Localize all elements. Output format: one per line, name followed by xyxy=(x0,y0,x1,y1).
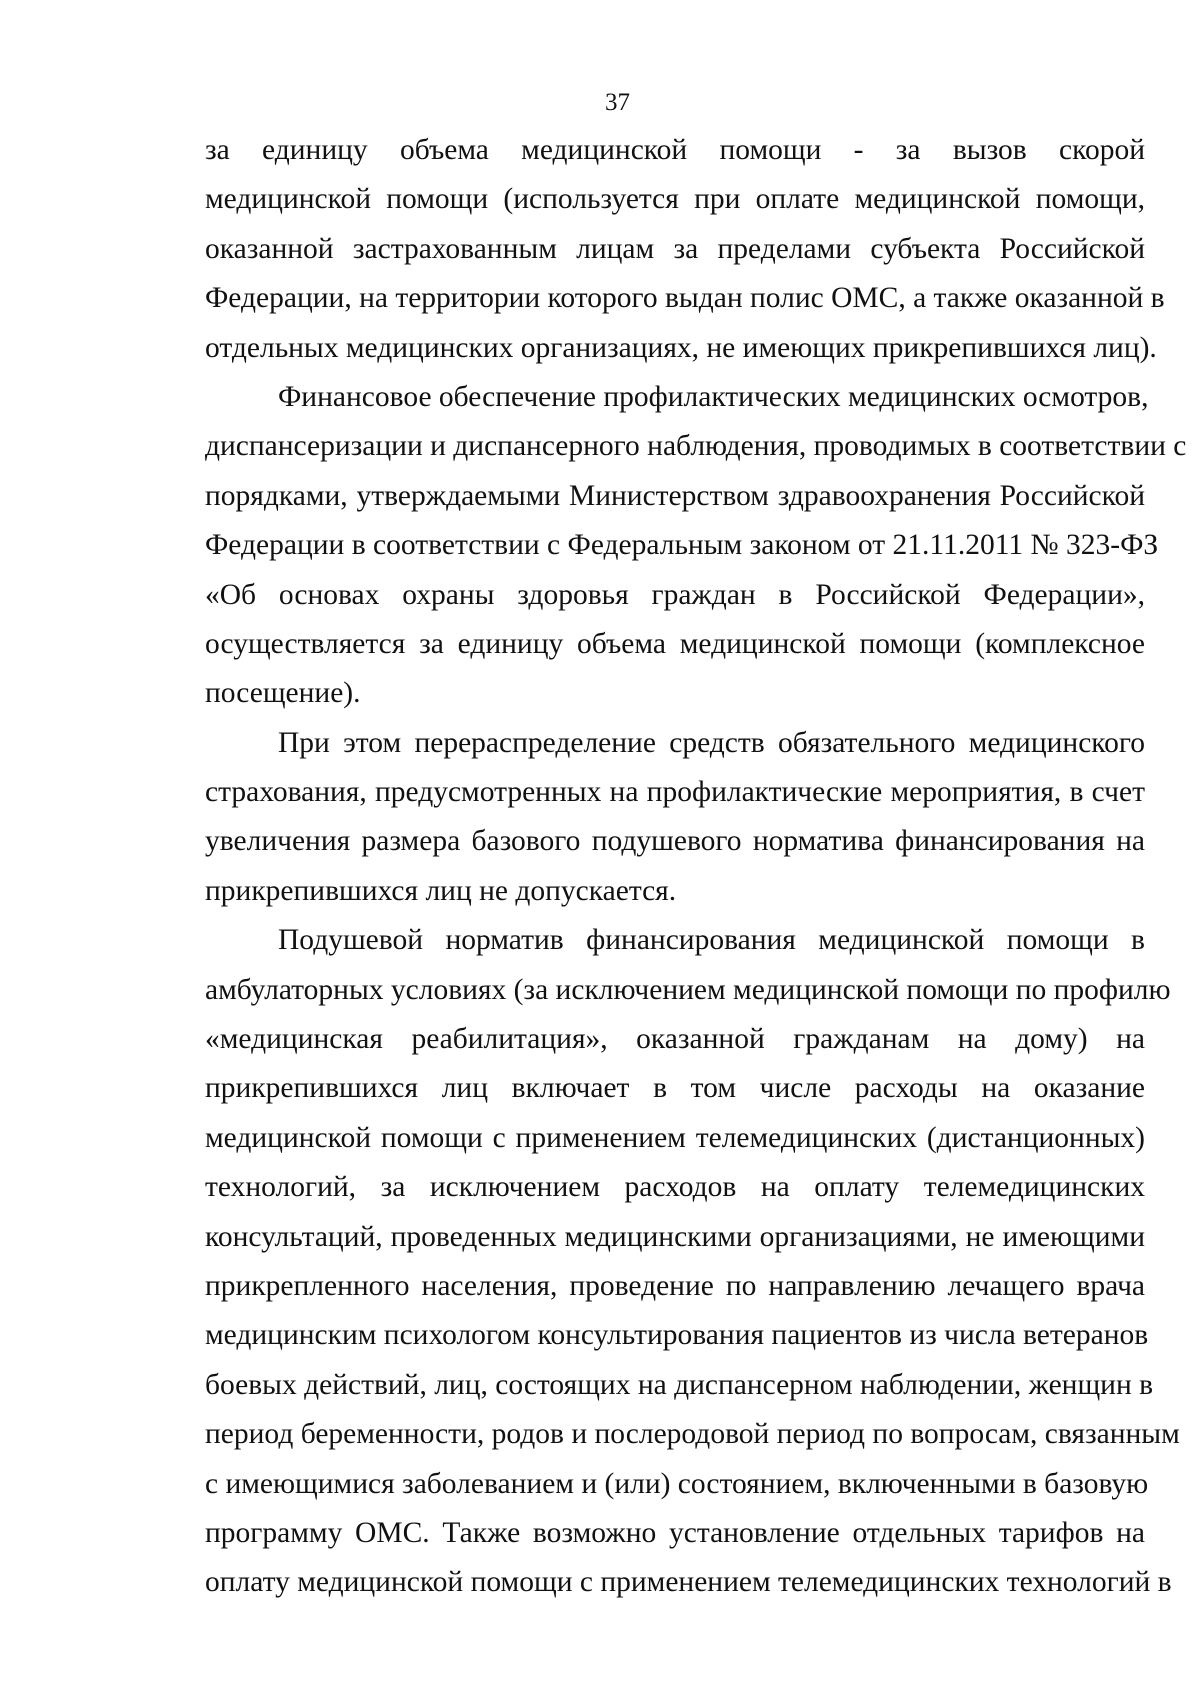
text-line: прикрепившихся лиц включает в том числе расходы на оказание xyxy=(205,1072,1145,1105)
text-line: Федерации в соответствии с Федеральным законом от 21.11.2011 № 323-ФЗ xyxy=(205,529,1159,562)
paragraph-3 xyxy=(205,719,1145,917)
text-line: Федерации, на территории которого выдан полис ОМС, а также оказанной в xyxy=(205,282,1165,315)
text-line: боевых действий, лиц, состоящих на диспансерном наблюдении, женщин в xyxy=(205,1368,1154,1401)
document-body xyxy=(205,126,1187,1608)
text-line: осуществляется за единицу объема медицинской помощи (комплексное xyxy=(205,627,1145,660)
text-line: с имеющимися заболеванием и (или) состоянием, включенными в базовую xyxy=(205,1467,1149,1500)
paragraph-1 xyxy=(205,126,1165,373)
text-line: технологий, за исключением расходов на оплату телемедицинских xyxy=(205,1171,1145,1204)
text-line: увеличения размера базового подушевого норматива финансирования на xyxy=(205,825,1145,858)
text-line: амбулаторных условиях (за исключением медицинской помощи по профилю xyxy=(205,973,1171,1006)
text-line: «медицинская реабилитация», оказанной гражданам на дому) на xyxy=(205,1023,1145,1056)
text-line: посещение). xyxy=(205,677,361,710)
text-line: медицинским психологом консультирования пациентов из числа ветеранов xyxy=(205,1319,1149,1352)
text-line: прикрепившихся лиц не допускается. xyxy=(205,874,677,907)
text-line: период беременности, родов и послеродовой период по вопросам, связанным xyxy=(205,1418,1180,1451)
text-line: прикрепленного населения, проведение по направлению лечащего врача xyxy=(205,1269,1145,1302)
paragraph-4 xyxy=(205,916,1180,1607)
text-line: оказанной застрахованным лицам за пределами субъекта Российской xyxy=(205,232,1145,265)
text-line: При этом перераспределение средств обязательного медицинского xyxy=(278,726,1145,759)
text-line: диспансеризации и диспансерного наблюдения, проводимых в соответствии с xyxy=(205,430,1187,463)
text-line: отдельных медицинских организациях, не имеющих прикрепившихся лиц). xyxy=(205,331,1157,364)
page-number: 37 xyxy=(605,89,630,116)
text-line: оплату медицинской помощи с применением телемедицинских технологий в xyxy=(205,1566,1172,1599)
text-line: консультаций, проведенных медицинскими организациями, не имеющими xyxy=(205,1220,1145,1253)
text-line: порядками, утверждаемыми Министерством здравоохранения Российской xyxy=(205,479,1145,512)
text-line: страхования, предусмотренных на профилактические мероприятия, в счет xyxy=(205,776,1145,809)
paragraph-2 xyxy=(205,373,1187,719)
text-line: программу ОМС. Также возможно установление отдельных тарифов на xyxy=(205,1516,1145,1549)
text-line: медицинской помощи с применением телемедицинских (дистанционных) xyxy=(205,1121,1145,1154)
text-line: Финансовое обеспечение профилактических медицинских осмотров, xyxy=(278,380,1149,413)
text-line: Подушевой норматив финансирования медицинской помощи в xyxy=(278,924,1145,957)
text-line: медицинской помощи (используется при оплате медицинской помощи, xyxy=(205,183,1145,216)
text-line: «Об основах охраны здоровья граждан в Российской Федерации», xyxy=(205,578,1145,611)
text-line: за единицу объема медицинской помощи - за вызов скорой xyxy=(205,134,1145,166)
